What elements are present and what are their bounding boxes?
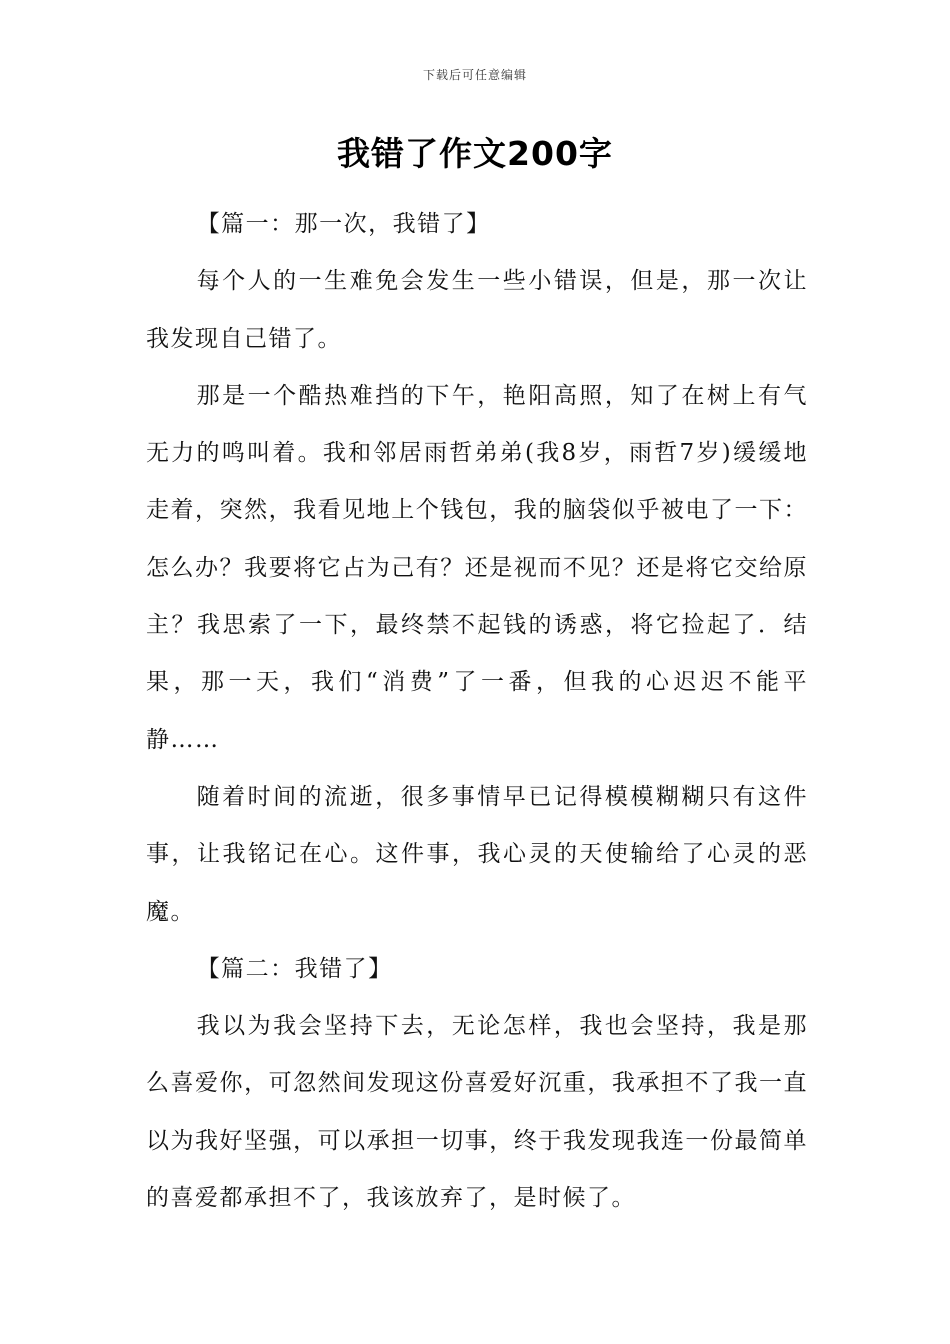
header-note: 下载后可任意编辑 <box>422 68 527 82</box>
section-heading-1: 【篇一：那一次，我错了】 <box>196 211 491 237</box>
page-title: 我错了作文200字 <box>337 134 613 173</box>
article-body <box>146 196 808 1227</box>
paragraph-1: 每个人的一生难免会发生一些小错误，但是，那一次让我发现自己错了。 <box>146 268 808 352</box>
paragraph-2: 那是一个酷热难挡的下午，艳阳高照，知了在树上有气无力的鸣叫着。我和邻居雨哲弟弟(我8岁，雨哲7岁)缓缓地走着，突然，我看见地上个钱包，我的脑袋似乎被电了一下：怎么办？我要将它占为己有？还是视而不见？还是将它交给原主？我思索了一下，最终禁不起钱的诱惑，将它捡起了．结果，那一天，我们“消费”了一番，但我的心迟迟不能平静…… <box>146 382 808 753</box>
paragraph-4: 我以为我会坚持下去，无论怎样，我也会坚持，我是那么喜爱你，可忽然间发现这份喜爱好沉重，我承担不了我一直以为我好坚强，可以承担一切事，终于我发现我连一份最简单的喜爱都承担不了，我该放弃了，是时候了。 <box>146 1013 808 1212</box>
paragraph-3: 随着时间的流逝，很多事情早已记得模模糊糊只有这件事，让我铭记在心。这件事，我心灵的天使输给了心灵的恶魔。 <box>146 783 808 925</box>
section-heading-2: 【篇二：我错了】 <box>196 955 393 982</box>
